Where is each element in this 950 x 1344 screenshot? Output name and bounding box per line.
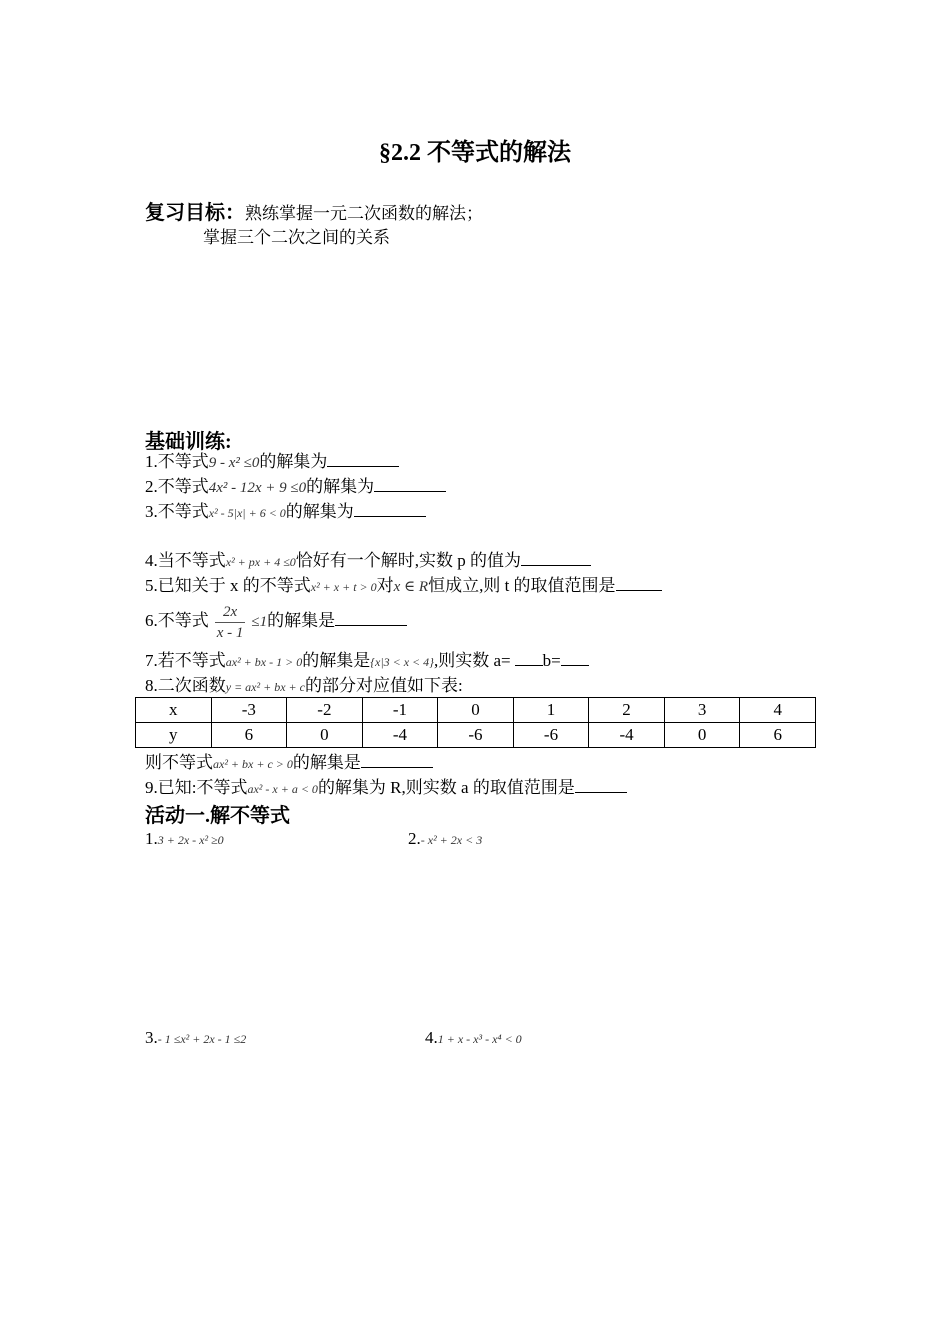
q9-prefix: 9.已知:不等式 — [145, 778, 248, 797]
q7-prefix: 7.若不等式 — [145, 651, 226, 670]
page-title: §2.2 不等式的解法 — [379, 140, 571, 166]
p1-number: 1. — [145, 829, 158, 848]
table-cell: 6 — [211, 723, 287, 748]
values-table — [135, 697, 816, 748]
q6-fraction — [215, 602, 246, 643]
q7-mid: 的解集是 — [302, 651, 371, 670]
review-goal-2: 掌握三个二次之间的关系 — [203, 228, 390, 247]
table-row — [136, 698, 816, 723]
q1-prefix: 1.不等式 — [145, 452, 209, 471]
p1-math: 3 + 2x - x² ≥0 — [157, 833, 224, 847]
q6-numerator: 2x — [222, 603, 238, 620]
q6-prefix: 6.不等式 — [145, 611, 209, 630]
question-8b — [145, 752, 433, 775]
table-cell: 0 — [287, 723, 363, 748]
q8b-math: ax² + bx + c > 0 — [213, 757, 293, 771]
activity-problem-1 — [145, 828, 224, 851]
q2-math: 4x² - 12x + 9 ≤0 — [208, 480, 307, 496]
table-cell: 2 — [589, 698, 665, 723]
q2-suffix: 的解集为 — [306, 477, 375, 496]
table-cell: -4 — [589, 723, 665, 748]
q5-math2: x ∈ R — [393, 579, 429, 595]
question-4 — [145, 550, 591, 573]
question-5 — [145, 575, 662, 598]
table-cell: 0 — [664, 723, 740, 748]
p4-number: 4. — [425, 1028, 438, 1047]
question-8 — [145, 675, 463, 698]
p2-number: 2. — [408, 829, 421, 848]
q2-prefix: 2.不等式 — [145, 477, 209, 496]
table-cell: -6 — [438, 723, 514, 748]
activity-heading: 活动一.解不等式 — [145, 805, 290, 827]
table-cell: 4 — [740, 698, 816, 723]
q8-prefix: 8.二次函数 — [145, 676, 226, 695]
q9-answer-blank[interactable] — [575, 778, 627, 793]
q5-mid: 对 — [376, 576, 394, 595]
q8b-answer-blank[interactable] — [361, 753, 433, 768]
table-cell: -3 — [211, 698, 287, 723]
question-6 — [145, 599, 407, 644]
q8-suffix: 的部分对应值如下表: — [304, 676, 463, 695]
q5-suffix: 恒成立,则 t 的取值范围是 — [428, 576, 616, 595]
q8-math: y = ax² + bx + c — [225, 680, 305, 694]
q9-suffix: 的解集为 R,则实数 a 的取值范围是 — [317, 778, 575, 797]
p4-math: 1 + x - x³ - x⁴ < 0 — [437, 1032, 522, 1046]
table-cell: 1 — [513, 698, 589, 723]
question-7 — [145, 650, 589, 673]
table-cell: -4 — [362, 723, 438, 748]
q4-math: x² + px + 4 ≤0 — [225, 555, 296, 569]
q7-suffix: ,则实数 a= — [433, 651, 511, 670]
q2-answer-blank[interactable] — [374, 477, 446, 492]
q6-denominator: x - 1 — [215, 622, 246, 643]
q4-prefix: 4.当不等式 — [145, 551, 226, 570]
question-3 — [145, 501, 426, 524]
question-1 — [145, 451, 399, 474]
q9-math: ax² - x + a < 0 — [247, 782, 318, 796]
table-cell: -2 — [287, 698, 363, 723]
q1-math: 9 - x² ≤0 — [208, 455, 260, 471]
q1-suffix: 的解集为 — [259, 452, 328, 471]
q6-answer-blank[interactable] — [335, 611, 407, 626]
question-2 — [145, 476, 446, 499]
q6-math: ≤1 — [251, 614, 268, 630]
q7-suffix2: b= — [542, 651, 561, 670]
activity-problem-4 — [425, 1027, 522, 1050]
table-cell: y — [136, 723, 212, 748]
q6-suffix: 的解集是 — [267, 611, 336, 630]
q1-answer-blank[interactable] — [327, 452, 399, 467]
q4-answer-blank[interactable] — [521, 551, 591, 566]
basic-training-heading: 基础训练: — [145, 431, 232, 453]
p3-number: 3. — [145, 1028, 158, 1047]
table-cell: x — [136, 698, 212, 723]
q3-prefix: 3.不等式 — [145, 502, 209, 521]
table-cell: 0 — [438, 698, 514, 723]
activity-problem-3 — [145, 1027, 246, 1050]
review-goals-line — [145, 202, 483, 225]
p3-math: - 1 ≤x² + 2x - 1 ≤2 — [157, 1032, 247, 1046]
table-cell: -6 — [513, 723, 589, 748]
q5-answer-blank[interactable] — [616, 576, 662, 591]
q7-math: ax² + bx - 1 > 0 — [225, 655, 303, 669]
q5-prefix: 5.已知关于 x 的不等式 — [145, 576, 311, 595]
q3-suffix: 的解集为 — [285, 502, 354, 521]
q3-answer-blank[interactable] — [354, 502, 426, 517]
table-row — [136, 723, 816, 748]
q5-math: x² + x + t > 0 — [310, 580, 377, 594]
q7-b-blank[interactable] — [561, 651, 589, 666]
q4-suffix: 恰好有一个解时,实数 p 的值为 — [295, 551, 522, 570]
q8b-suffix: 的解集是 — [292, 753, 361, 772]
activity-problem-2 — [408, 828, 482, 851]
p2-math: - x² + 2x < 3 — [420, 833, 483, 847]
table-cell: 6 — [740, 723, 816, 748]
q8b-prefix: 则不等式 — [145, 753, 213, 772]
table-cell: 3 — [664, 698, 740, 723]
review-goal-1: 熟练掌握一元二次函数的解法； — [245, 204, 483, 223]
question-9 — [145, 777, 627, 800]
table-cell: -1 — [362, 698, 438, 723]
q7-a-blank[interactable] — [515, 651, 543, 666]
q7-math2: {x|3 < x < 4} — [370, 655, 434, 669]
q3-math: x² - 5|x| + 6 < 0 — [208, 506, 286, 520]
review-label: 复习目标： — [145, 202, 245, 224]
